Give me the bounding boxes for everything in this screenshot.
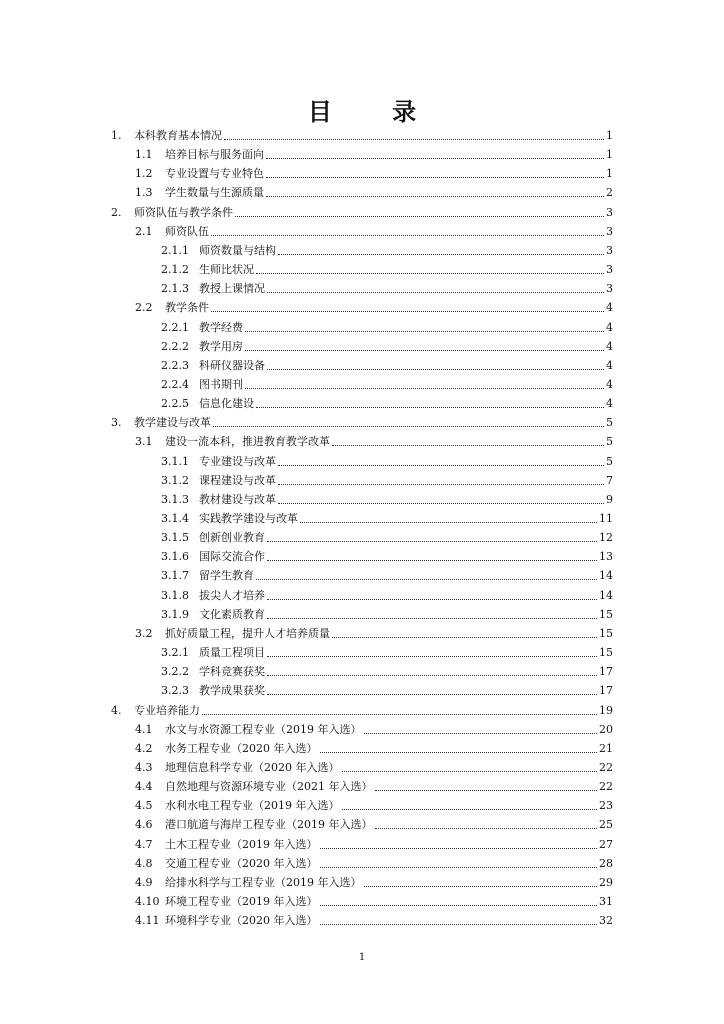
toc-entry-title: 实践教学建设与改革 [199,512,298,525]
toc-entry-page: 4 [606,397,613,411]
toc-entry-number: 3.1 [135,435,153,449]
toc-entry[interactable] [135,872,613,890]
toc-entry[interactable] [135,834,613,852]
toc-entry-page: 5 [606,416,613,430]
toc-entry[interactable] [161,317,613,335]
toc-entry[interactable] [161,374,613,392]
toc-entry-title: 水利水电工程专业（2019 年入选） [165,799,340,813]
toc-entry-title: 师资队伍与教学条件 [134,205,233,219]
toc-entry-title: 科研仪器设备 [199,358,265,372]
toc-entry-number: 3.1.2 [161,473,189,487]
toc-entry-page: 31 [599,895,613,908]
dot-leader [267,560,597,561]
page-title: 目 录 [307,98,443,126]
toc-entry-page: 25 [599,818,613,832]
toc-entry[interactable] [135,221,613,239]
toc-entry-number: 2.1.2 [161,263,189,277]
toc-entry[interactable] [161,527,613,545]
toc-entry-page: 4 [606,377,613,391]
dot-leader [266,196,604,197]
toc-entry-number: 4.3 [135,760,153,774]
dot-leader [375,828,598,829]
toc-entry[interactable] [111,412,613,430]
toc-entry-title: 教材建设与改革 [199,492,276,506]
toc-entry-page: 11 [599,512,613,525]
toc-entry-number: 3.2.3 [161,684,189,698]
toc-entry-number: 4.1 [135,722,153,736]
toc-entry[interactable] [161,508,613,526]
toc-entry[interactable] [161,278,613,296]
toc-entry-title: 教学成果获奖 [199,684,265,698]
dot-leader [266,158,604,159]
toc-entry-page: 28 [599,856,613,870]
dot-leader [256,579,597,580]
toc-entry-title: 创新创业教育 [199,531,265,545]
dot-leader [267,599,597,600]
toc-entry-page: 2 [606,186,613,200]
toc-entry[interactable] [161,355,613,373]
toc-entry-number: 3.1.4 [161,512,189,525]
toc-entry-page: 3 [606,282,613,296]
dot-leader [267,618,597,619]
toc-entry-title: 抓好质量工程，提升人才培养质量 [165,626,330,640]
toc-entry-title: 信息化建设 [199,397,254,411]
toc-entry[interactable] [111,700,613,718]
toc-entry-page: 27 [599,837,613,851]
toc-entry-title: 留学生教育 [199,569,254,583]
dot-leader [267,369,604,370]
toc-entry-number: 2.1 [135,224,153,238]
toc-entry-number: 4.9 [135,875,153,889]
toc-entry[interactable] [135,144,613,162]
toc-entry-page: 3 [606,263,613,277]
toc-entry-title: 教学条件 [165,301,209,315]
dot-leader [245,350,604,351]
toc-entry-number: 1.3 [135,186,153,200]
toc-entry-number: 2.2.5 [161,397,189,411]
dot-leader [267,292,604,293]
toc-entry-title: 学生数量与生源质量 [165,186,264,200]
toc-entry-title: 交通工程专业（2020 年入选） [165,856,318,870]
toc-entry-page: 19 [599,703,613,717]
dot-leader [256,407,604,408]
toc-entry-title: 教授上课情况 [199,282,265,296]
toc-entry-title: 教学建设与改革 [134,416,211,430]
page-number: 1 [358,952,366,963]
toc-entry[interactable] [161,642,613,660]
dot-leader [256,273,604,274]
toc-entry[interactable] [161,240,613,258]
toc-entry-page: 29 [599,875,613,889]
dot-leader [320,752,598,753]
toc-entry-number: 4.7 [135,837,153,851]
toc-entry-number: 3.2.1 [161,646,189,660]
dot-leader [278,254,604,255]
toc-entry-page: 20 [599,722,613,736]
toc-entry-title: 环境科学专业（2020 年入选） [165,914,318,928]
toc-entry-page: 22 [599,760,613,774]
toc-entry-number: 4.5 [135,799,153,813]
toc-entry-title: 师资队伍 [165,224,209,238]
toc-entry[interactable] [135,795,613,813]
toc-entry-title: 水务工程专业（2020 年入选） [165,741,318,755]
toc-entry-number: 4.8 [135,856,153,870]
toc-entry-page: 5 [606,454,613,468]
toc-entry-number: 1.1 [135,148,153,162]
dot-leader [267,656,597,657]
dot-leader [211,311,604,312]
toc-entry-number: 4.6 [135,818,153,832]
dot-leader [267,541,597,542]
dot-leader [245,331,604,332]
toc-entry-title: 生师比状况 [199,263,254,277]
toc-entry-page: 15 [599,646,613,660]
toc-entry-page: 17 [599,684,613,698]
toc-entry-number: 3.1.5 [161,531,189,545]
toc-entry-title: 土木工程专业（2019 年入选） [165,837,318,851]
toc-entry-title: 教学经费 [199,320,243,334]
toc-entry-page: 3 [606,243,613,257]
dot-leader [342,771,598,772]
toc-entry-number: 4.10 [135,895,160,908]
toc-entry-number: 2. [111,205,122,219]
toc-entry-page: 4 [606,320,613,334]
toc-entry-title: 专业建设与改革 [199,454,276,468]
toc-entry[interactable] [161,259,613,277]
toc-entry-page: 4 [606,301,613,315]
toc-entry-title: 图书期刊 [199,377,243,391]
toc-entry-page: 14 [599,588,613,602]
toc-entry-title: 学科竞赛获奖 [199,665,265,679]
toc-entry-number: 2.2 [135,301,153,315]
toc-entry-number: 4.11 [135,914,160,928]
toc-entry-number: 3.1.1 [161,454,189,468]
toc-entry-number: 3. [111,416,122,430]
toc-entry-title: 课程建设与改革 [199,473,276,487]
toc-entry[interactable] [111,125,613,143]
dot-leader [267,675,597,676]
toc-entry[interactable] [161,470,613,488]
toc-entry-page: 3 [606,205,613,219]
toc-entry-number: 2.2.4 [161,377,189,391]
toc-entry[interactable] [111,202,613,220]
toc-entry-number: 2.2.1 [161,320,189,334]
toc-entry-page: 14 [599,569,613,583]
toc-entry-title: 培养目标与服务面向 [165,148,264,162]
dot-leader [266,177,604,178]
toc-entry-page: 13 [599,550,613,564]
toc-entry-number: 3.2.2 [161,665,189,679]
toc-entry-title: 建设一流本科，推进教育教学改革 [165,435,330,449]
toc-entry[interactable] [161,565,613,583]
dot-leader [278,484,604,485]
toc-entry-page: 1 [606,148,613,162]
dot-leader [342,809,598,810]
dot-leader [267,694,597,695]
toc-entry-page: 4 [606,358,613,372]
toc-entry-title: 地理信息科学专业（2020 年入选） [165,760,340,774]
dot-leader [278,503,604,504]
dot-leader [278,465,604,466]
toc-entry[interactable] [161,680,613,698]
toc-entry-title: 师资数量与结构 [199,243,276,257]
toc-entry-number: 2.2.2 [161,339,189,353]
dot-leader [245,388,604,389]
toc-entry-title: 港口航道与海岸工程专业（2019 年入选） [165,818,373,832]
toc-entry-page: 15 [599,626,613,640]
toc-entry[interactable] [135,757,613,775]
dot-leader [320,924,598,925]
dot-leader [224,139,604,140]
toc-entry[interactable] [135,163,613,181]
toc-entry-number: 4. [111,703,122,717]
dot-leader [364,886,598,887]
toc-entry-number: 1.2 [135,167,153,181]
toc-entry[interactable] [135,776,613,794]
toc-entry-number: 3.2 [135,626,153,640]
toc-entry-page: 7 [606,473,613,487]
toc-entry-title: 拔尖人才培养 [199,588,265,602]
toc-entry[interactable] [161,336,613,354]
toc-entry-title: 质量工程项目 [199,646,265,660]
toc-entry[interactable] [135,853,613,871]
toc-entry[interactable] [135,719,613,737]
toc-entry[interactable] [135,814,613,832]
dot-leader [300,522,597,523]
toc-entry-number: 2.1.1 [161,243,189,257]
toc-entry[interactable] [135,431,613,449]
toc-entry-page: 15 [599,607,613,621]
dot-leader [320,867,598,868]
toc-entry-page: 32 [599,914,613,928]
dot-leader [375,790,598,791]
toc-entry-number: 3.1.7 [161,569,189,583]
toc-entry-title: 专业培养能力 [134,703,200,717]
toc-entry-title: 给排水科学与工程专业（2019 年入选） [165,875,362,889]
toc-entry-title: 环境工程专业（2019 年入选） [165,895,318,908]
toc-entry-title: 本科教育基本情况 [134,129,222,142]
toc-entry-title: 水文与水资源工程专业（2019 年入选） [165,722,362,736]
dot-leader [235,216,604,217]
toc-entry-title: 自然地理与资源环境专业（2021 年入选） [165,780,373,794]
toc-entry-page: 5 [606,435,613,449]
toc-entry[interactable] [135,910,613,928]
toc-entry-title: 文化素质教育 [199,607,265,621]
toc-entry[interactable] [161,661,613,679]
toc-entry-page: 12 [599,531,613,545]
toc-entry-number: 1. [111,129,122,142]
toc-entry-number: 3.1.6 [161,550,189,564]
toc-entry-number: 3.1.9 [161,607,189,621]
toc-entry[interactable] [161,489,613,507]
toc-entry[interactable] [161,451,613,469]
toc-entry[interactable] [161,604,613,622]
toc-entry-page: 4 [606,339,613,353]
toc-entry-page: 17 [599,665,613,679]
dot-leader [213,426,604,427]
toc-entry[interactable] [135,297,613,315]
toc-entry-title: 国际交流合作 [199,550,265,564]
toc-entry[interactable] [135,182,613,200]
toc-entry-number: 2.1.3 [161,282,189,296]
toc-entry[interactable] [135,738,613,756]
toc-entry-page: 22 [599,780,613,794]
dot-leader [202,714,597,715]
toc-entry-page: 3 [606,224,613,238]
toc-entry-number: 3.1.3 [161,492,189,506]
dot-leader [364,733,598,734]
toc-entry-page: 9 [606,492,613,506]
dot-leader [332,445,604,446]
dot-leader [211,235,604,236]
dot-leader [320,905,598,906]
toc-entry-page: 1 [606,129,613,142]
toc-entry-page: 23 [599,799,613,813]
toc-entry-number: 2.2.3 [161,358,189,372]
dot-leader [332,637,597,638]
toc-entry-number: 3.1.8 [161,588,189,602]
toc-entry-page: 1 [606,167,613,181]
toc-entry-page: 21 [599,741,613,755]
toc-entry[interactable] [135,891,613,909]
dot-leader [320,848,598,849]
toc-entry[interactable] [161,546,613,564]
toc-entry[interactable] [135,623,613,641]
toc-entry-number: 4.2 [135,741,153,755]
toc-entry[interactable] [161,585,613,603]
toc-entry[interactable] [161,393,613,411]
toc-entry-number: 4.4 [135,780,153,794]
toc-entry-title: 教学用房 [199,339,243,353]
toc-entry-title: 专业设置与专业特色 [165,167,264,181]
